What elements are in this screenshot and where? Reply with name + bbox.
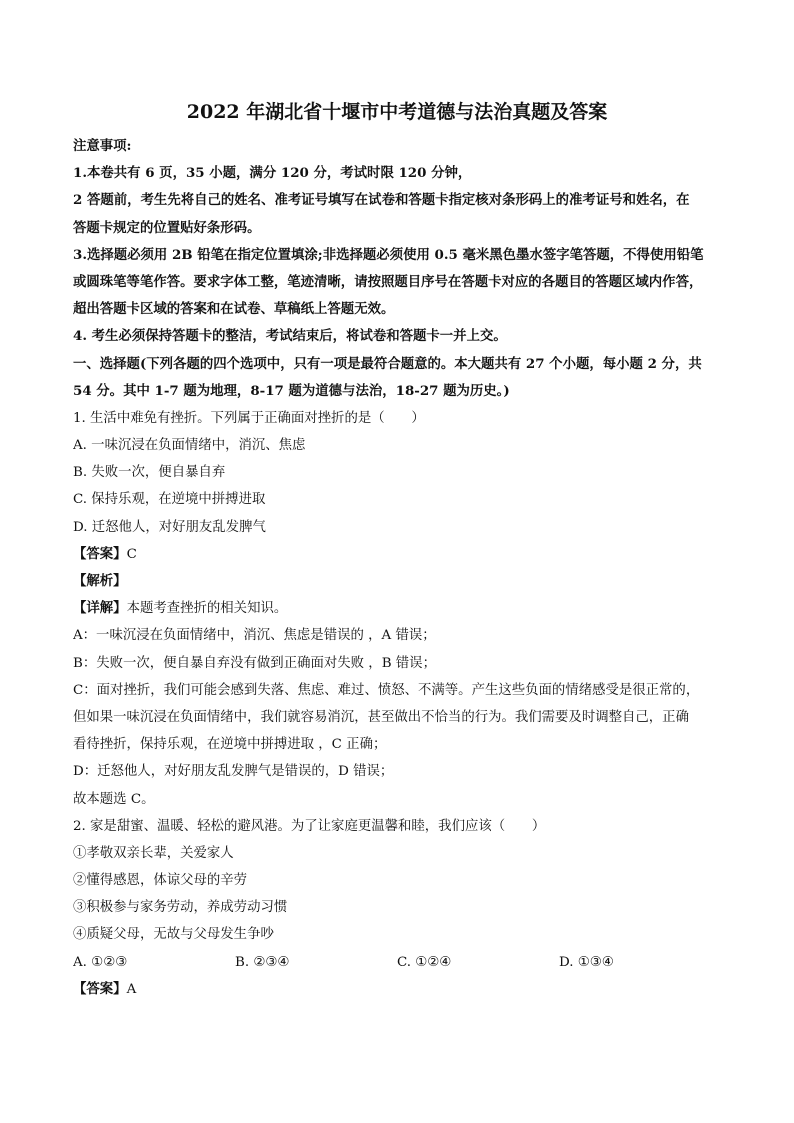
answer-tag: 【答案】 bbox=[73, 980, 127, 997]
question-1-stem: 1. 生活中难免有挫折。下列属于正确面对挫折的是（ ） bbox=[73, 410, 425, 426]
question-1-detail-line: 但如果一味沉浸在负面情绪中，我们就容易消沉，甚至做出不恰当的行为。我们需要及时调整自己，正确 bbox=[73, 709, 689, 725]
question-1-detail bbox=[73, 595, 721, 622]
question-1-detail-line: 看待挫折，保持乐观，在逆境中拼搏进取 ，C 正确； bbox=[73, 737, 387, 753]
notice-line: 或圆珠笔等笔作答。要求字体工整，笔迹清晰，请按照题目序号在答题卡对应的各题目的答题区域内作答， bbox=[73, 273, 703, 290]
section-heading-line: 一、选择题(下列各题的四个选项中，只有一项是最符合题意的。本大题共有 27 个小题，每小题 2 分，共 bbox=[73, 355, 702, 372]
question-1-answer bbox=[73, 541, 721, 568]
answer-value: C bbox=[126, 546, 137, 562]
notice-heading: 注意事项: bbox=[73, 138, 132, 154]
question-1-conclusion: 故本题选 C。 bbox=[73, 791, 155, 807]
question-2-item: ②懂得感恩，体谅父母的辛劳 bbox=[73, 873, 248, 889]
question-2-item: ③积极参与家务劳动，养成劳动习惯 bbox=[73, 900, 288, 916]
question-1-analysis-tag: 【解析】 bbox=[73, 573, 127, 589]
question-1-detail-line: A：一味沉浸在负面情绪中，消沉、焦虑是错误的 ，A 错误； bbox=[73, 628, 436, 644]
question-2-option-c: C. ①②④ bbox=[397, 954, 452, 970]
answer-tag: 【答案】 bbox=[73, 545, 127, 562]
notice-line: 1.本卷共有 6 页，35 小题，满分 120 分，考试时限 120 分钟， bbox=[73, 165, 472, 182]
notice-line: 3.选择题必须用 2B 铅笔在指定位置填涂;非选择题必须使用 0.5 毫米黑色墨水签字笔答题，不得使用铅笔 bbox=[73, 246, 704, 263]
detail-tag: 【详解】 bbox=[73, 600, 127, 617]
question-1-detail-line: C：面对挫折，我们可能会感到失落、焦虑、难过、愤怒、不满等。产生这些负面的情绪感受是很正常的， bbox=[73, 682, 700, 698]
question-2-options bbox=[73, 949, 721, 976]
notice-line: 2 答题前，考生先将自己的姓名、准考证号填写在试卷和答题卡指定核对条形码上的准考证号和姓名，在 bbox=[73, 192, 690, 209]
question-2-item: ①孝敬双亲长辈，关爱家人 bbox=[73, 845, 234, 861]
question-1-option-b: B. 失败一次，便自暴自弃 bbox=[73, 465, 226, 481]
question-2-option-b: B. ②③④ bbox=[235, 954, 290, 970]
question-2-stem: 2. 家是甜蜜、温暖、轻松的避风港。为了让家庭更温馨和睦，我们应该（ ） bbox=[73, 818, 546, 834]
question-2-option-d: D. ①③④ bbox=[559, 954, 614, 970]
notice-line: 4. 考生必须保持答题卡的整洁，考试结束后，将试卷和答题卡一并上交。 bbox=[73, 328, 507, 345]
section-heading-line: 54 分。其中 1-7 题为地理，8-17 题为道德与法治，18-27 题为历史。) bbox=[73, 382, 510, 399]
page-title: 2022 年湖北省十堰市中考道德与法治真题及答案 bbox=[186, 101, 608, 123]
question-1-option-d: D. 迁怒他人，对好朋友乱发脾气 bbox=[73, 519, 266, 535]
question-1-detail-line: B：失败一次，便自暴自弃没有做到正确面对失败 ，B 错误； bbox=[73, 655, 436, 671]
question-2-item: ④质疑父母，无故与父母发生争吵 bbox=[73, 927, 274, 943]
answer-value: A bbox=[126, 981, 137, 997]
question-1-option-a: A. 一味沉浸在负面情绪中，消沉、焦虑 bbox=[73, 438, 306, 454]
question-1-detail-line: D：迁怒他人，对好朋友乱发脾气是错误的，D 错误； bbox=[73, 764, 394, 780]
document-body bbox=[73, 133, 721, 1003]
question-2-answer bbox=[73, 976, 721, 1003]
question-2-option-a: A. ①②③ bbox=[73, 954, 128, 970]
detail-intro: 本题考查挫折的相关知识。 bbox=[126, 601, 288, 617]
question-1-option-c: C. 保持乐观，在逆境中拼搏进取 bbox=[73, 492, 266, 508]
notice-line: 超出答题卡区域的答案和在试卷、草稿纸上答题无效。 bbox=[73, 301, 395, 318]
notice-line: 答题卡规定的位置贴好条形码。 bbox=[73, 219, 261, 236]
